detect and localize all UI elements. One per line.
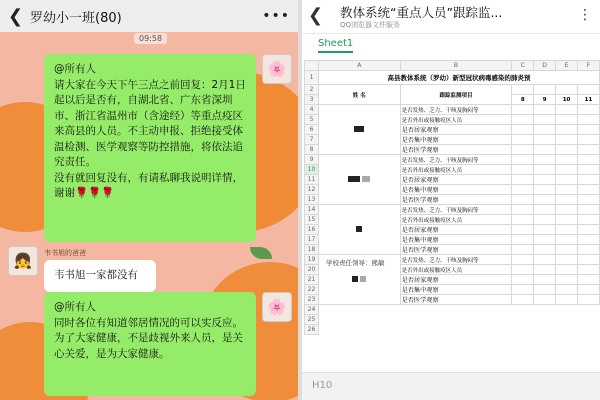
chat-header xyxy=(0,0,298,32)
avatar-icon: 👧 xyxy=(13,252,33,270)
avatar[interactable] xyxy=(8,246,38,276)
row-number[interactable]: 2 xyxy=(305,85,319,95)
row-number[interactable]: 12 xyxy=(305,185,319,195)
document-panel xyxy=(302,0,600,400)
redacted-name xyxy=(356,226,362,232)
redacted-name-cell[interactable] xyxy=(318,205,400,255)
data-cell[interactable] xyxy=(556,285,578,295)
data-cell[interactable] xyxy=(556,325,578,335)
data-cell[interactable] xyxy=(556,195,578,205)
column-header[interactable]: C xyxy=(512,61,534,71)
tracking-item-cell[interactable]: 是否外出或接触疫区人员 xyxy=(400,265,512,275)
tracking-item-cell[interactable]: 是否集中观察 xyxy=(400,285,512,295)
data-cell[interactable] xyxy=(512,275,534,285)
data-cell[interactable] xyxy=(512,195,534,205)
data-cell[interactable] xyxy=(512,325,534,335)
tracking-item-cell[interactable]: 是否医学观察 xyxy=(400,295,512,305)
data-cell[interactable] xyxy=(512,295,534,305)
column-header[interactable]: E xyxy=(556,61,578,71)
row-number[interactable]: 6 xyxy=(305,125,319,135)
data-cell[interactable] xyxy=(578,195,600,205)
column-header[interactable]: F xyxy=(578,61,600,71)
redacted-name-cell[interactable] xyxy=(318,105,400,155)
data-cell[interactable] xyxy=(534,175,556,185)
data-cell[interactable] xyxy=(556,235,578,245)
data-cell[interactable] xyxy=(556,245,578,255)
row-number[interactable]: 26 xyxy=(305,325,319,335)
data-cell[interactable] xyxy=(534,265,556,275)
row-number[interactable]: 24 xyxy=(305,305,319,315)
row-number[interactable]: 5 xyxy=(305,115,319,125)
row-number[interactable]: 25 xyxy=(305,315,319,325)
data-cell[interactable] xyxy=(578,325,600,335)
message-bubble[interactable]: 韦书旭一家都没有 xyxy=(44,260,156,292)
back-icon[interactable]: ❮ xyxy=(308,5,324,26)
data-cell[interactable] xyxy=(556,185,578,195)
tracking-item-cell[interactable]: 是否集中观察 xyxy=(400,235,512,245)
chat-panel xyxy=(0,0,298,400)
spreadsheet-grid[interactable] xyxy=(304,60,600,372)
cell-reference: H10 xyxy=(312,380,333,391)
tracking-item-cell[interactable]: 是否居家观察 xyxy=(400,125,512,135)
tracking-item-cell[interactable]: 是否居家观察 xyxy=(400,225,512,235)
data-cell[interactable] xyxy=(556,315,578,325)
table-row xyxy=(305,71,600,85)
data-cell[interactable] xyxy=(512,165,534,175)
column-header[interactable]: B xyxy=(400,61,512,71)
data-cell[interactable] xyxy=(578,135,600,145)
data-cell[interactable] xyxy=(400,325,512,335)
data-cell[interactable] xyxy=(534,215,556,225)
table-row xyxy=(305,85,600,95)
row-number[interactable]: 19 xyxy=(305,255,319,265)
tracking-item-cell[interactable]: 是否医学观察 xyxy=(400,195,512,205)
responsible-leader: 学校责任领导：熊敏 xyxy=(326,259,385,267)
tracking-item-cell[interactable]: 是否外出或接触疫区人员 xyxy=(400,215,512,225)
data-cell[interactable] xyxy=(512,235,534,245)
data-cell[interactable] xyxy=(578,125,600,135)
data-cell[interactable] xyxy=(534,315,556,325)
document-title: 教体系统“重点人员”跟踪监... xyxy=(340,5,503,20)
table-row xyxy=(305,105,600,115)
redacted-name xyxy=(352,276,358,282)
tracking-item-cell[interactable]: 是否居家观察 xyxy=(400,175,512,185)
data-cell[interactable] xyxy=(400,315,512,325)
avatar[interactable] xyxy=(262,292,292,322)
redacted-name xyxy=(354,126,364,132)
data-cell[interactable] xyxy=(556,295,578,305)
data-cell[interactable] xyxy=(556,305,578,315)
data-cell[interactable] xyxy=(512,255,534,265)
data-cell[interactable] xyxy=(534,125,556,135)
data-cell[interactable] xyxy=(512,105,534,115)
data-cell[interactable] xyxy=(578,315,600,325)
data-cell[interactable] xyxy=(318,305,400,315)
data-cell[interactable] xyxy=(512,135,534,145)
row-number[interactable]: 1 xyxy=(305,71,319,85)
table-row xyxy=(305,325,600,335)
data-cell[interactable] xyxy=(512,215,534,225)
data-cell[interactable] xyxy=(512,115,534,125)
column-header[interactable]: A xyxy=(318,61,400,71)
day-header[interactable]: 8 xyxy=(512,95,534,105)
data-cell[interactable] xyxy=(512,285,534,295)
tracking-item-cell[interactable]: 是否发热、乏力、干咳及胸闷等 xyxy=(400,105,512,115)
data-cell[interactable] xyxy=(534,185,556,195)
data-cell[interactable] xyxy=(556,205,578,215)
tracking-item-cell[interactable]: 是否发热、乏力、干咳及胸闷等 xyxy=(400,255,512,265)
avatar[interactable] xyxy=(262,54,292,84)
data-cell[interactable] xyxy=(556,165,578,175)
message-timestamp: 09:58 xyxy=(134,33,167,44)
data-cell[interactable] xyxy=(556,125,578,135)
row-number[interactable]: 4 xyxy=(305,105,319,115)
row-number[interactable]: 10 xyxy=(305,165,319,175)
data-cell[interactable] xyxy=(534,325,556,335)
tracking-item-cell[interactable]: 是否医学观察 xyxy=(400,245,512,255)
data-cell[interactable] xyxy=(556,215,578,225)
row-number[interactable]: 16 xyxy=(305,225,319,235)
row-number[interactable]: 11 xyxy=(305,175,319,185)
data-cell[interactable] xyxy=(534,245,556,255)
data-cell[interactable] xyxy=(556,135,578,145)
document-source: QQ浏览器文件服务 xyxy=(340,21,401,29)
data-cell[interactable] xyxy=(534,225,556,235)
column-header-row xyxy=(305,61,600,71)
data-cell[interactable] xyxy=(512,265,534,275)
person-rows xyxy=(305,105,600,335)
table-row xyxy=(305,155,600,165)
header-items-cell[interactable]: 跟踪监测项目 xyxy=(400,85,512,105)
data-cell[interactable] xyxy=(578,215,600,225)
tracking-item-cell[interactable]: 是否居家观察 xyxy=(400,275,512,285)
data-cell[interactable] xyxy=(578,225,600,235)
row-number[interactable]: 23 xyxy=(305,295,319,305)
data-cell[interactable] xyxy=(556,145,578,155)
message-bubble[interactable]: @所有人 同时各位有知道邻居情况的可以实反应。为了大家健康，不是歧视外来人员，是关心关爱，是为大家健康。 xyxy=(44,292,256,396)
data-cell[interactable] xyxy=(578,275,600,285)
data-cell[interactable] xyxy=(578,155,600,165)
data-cell[interactable] xyxy=(578,265,600,275)
redacted-name xyxy=(348,176,360,182)
day-header[interactable]: 9 xyxy=(534,95,556,105)
row-number[interactable]: 3 xyxy=(305,95,319,105)
data-cell[interactable] xyxy=(512,205,534,215)
cell-reference-bar[interactable] xyxy=(302,372,600,400)
row-number[interactable]: 22 xyxy=(305,285,319,295)
data-cell[interactable] xyxy=(556,225,578,235)
tracking-item-cell[interactable]: 是否发热、乏力、干咳及胸闷等 xyxy=(400,155,512,165)
row-number[interactable]: 13 xyxy=(305,195,319,205)
data-cell[interactable] xyxy=(512,145,534,155)
data-cell[interactable] xyxy=(534,275,556,285)
tracking-item-cell[interactable]: 是否外出或接触疫区人员 xyxy=(400,165,512,175)
redacted-name xyxy=(360,276,366,282)
data-cell[interactable] xyxy=(534,285,556,295)
data-cell[interactable] xyxy=(556,175,578,185)
data-cell[interactable] xyxy=(534,145,556,155)
row-number[interactable]: 18 xyxy=(305,245,319,255)
data-cell[interactable] xyxy=(578,245,600,255)
sheet-title[interactable]: 高县教体系统（罗幼）新型冠状病毒感染的肺炎预 xyxy=(318,71,599,85)
row-number[interactable]: 9 xyxy=(305,155,319,165)
day-header[interactable]: 10 xyxy=(556,95,578,105)
data-cell[interactable] xyxy=(400,305,512,315)
data-cell[interactable] xyxy=(578,165,600,175)
data-cell[interactable] xyxy=(556,265,578,275)
table-row xyxy=(305,205,600,215)
data-cell[interactable] xyxy=(318,325,400,335)
data-cell[interactable] xyxy=(578,235,600,245)
row-number[interactable]: 17 xyxy=(305,235,319,245)
data-cell[interactable] xyxy=(512,225,534,235)
redacted-name xyxy=(362,176,370,182)
data-cell[interactable] xyxy=(578,175,600,185)
column-header[interactable]: D xyxy=(534,61,556,71)
redacted-name-cell[interactable] xyxy=(318,155,400,205)
chat-title: 罗幼小一班(80) xyxy=(30,10,122,26)
table-row xyxy=(305,305,600,315)
row-number[interactable]: 21 xyxy=(305,275,319,285)
data-cell[interactable] xyxy=(512,315,534,325)
data-cell[interactable] xyxy=(578,145,600,155)
data-cell[interactable] xyxy=(578,255,600,265)
data-cell[interactable] xyxy=(534,255,556,265)
data-cell[interactable] xyxy=(578,305,600,315)
day-header[interactable]: 11 xyxy=(578,95,600,105)
data-cell[interactable] xyxy=(534,305,556,315)
row-number[interactable]: 8 xyxy=(305,145,319,155)
data-cell[interactable] xyxy=(318,315,400,325)
data-cell[interactable] xyxy=(534,105,556,115)
data-cell[interactable] xyxy=(534,235,556,245)
tracking-item-cell[interactable]: 是否医学观察 xyxy=(400,145,512,155)
sheet-table xyxy=(304,60,600,335)
data-cell[interactable] xyxy=(556,105,578,115)
tracking-item-cell[interactable]: 是否发热、乏力、干咳及胸闷等 xyxy=(400,205,512,215)
tracking-item-cell[interactable]: 是否集中观察 xyxy=(400,185,512,195)
message-bubble[interactable]: @所有人 请大家在今天下午三点之前回复：2月1日起以后是否有，自湖北省、广东省深圳市、浙江省温州市（含途经）等重点疫区来高县的人员。不主动申报、拒绝接受体温检测、医学观察等防控措施，将依法追究责任。 没有就回复没有，有请私聊我说明详情，谢谢🌹🌹🌹 xyxy=(44,54,256,242)
data-cell[interactable] xyxy=(556,155,578,165)
data-cell[interactable] xyxy=(556,255,578,265)
row-number[interactable]: 7 xyxy=(305,135,319,145)
data-cell[interactable] xyxy=(512,155,534,165)
data-cell[interactable] xyxy=(512,125,534,135)
data-cell[interactable] xyxy=(534,295,556,305)
data-cell[interactable] xyxy=(512,175,534,185)
avatar-icon: 🌸 xyxy=(267,60,287,78)
data-cell[interactable] xyxy=(512,305,534,315)
more-options-icon[interactable]: ⋮ xyxy=(578,7,592,23)
data-cell[interactable] xyxy=(556,115,578,125)
data-cell[interactable] xyxy=(512,245,534,255)
row-number[interactable]: 20 xyxy=(305,265,319,275)
document-header xyxy=(302,0,600,34)
data-cell[interactable] xyxy=(534,135,556,145)
row-number[interactable]: 14 xyxy=(305,205,319,215)
data-cell[interactable] xyxy=(578,185,600,195)
data-cell[interactable] xyxy=(578,205,600,215)
data-cell[interactable] xyxy=(578,115,600,125)
data-cell[interactable] xyxy=(512,185,534,195)
data-cell[interactable] xyxy=(534,155,556,165)
row-number[interactable]: 15 xyxy=(305,215,319,225)
tab-sheet1[interactable]: Sheet1 xyxy=(318,38,353,53)
data-cell[interactable] xyxy=(534,205,556,215)
avatar-icon: 🌸 xyxy=(267,298,287,316)
header-name-cell[interactable]: 姓 名 xyxy=(318,85,400,105)
tracking-item-cell[interactable]: 是否外出或接触疫区人员 xyxy=(400,115,512,125)
data-cell[interactable] xyxy=(534,195,556,205)
sender-name: 韦书旭的爸爸 xyxy=(44,249,86,257)
data-cell[interactable] xyxy=(534,165,556,175)
more-options-icon[interactable]: ••• xyxy=(262,8,290,24)
data-cell[interactable] xyxy=(578,285,600,295)
data-cell[interactable] xyxy=(578,105,600,115)
data-cell[interactable] xyxy=(578,295,600,305)
table-row xyxy=(305,315,600,325)
back-icon[interactable]: ❮ xyxy=(8,5,24,27)
data-cell[interactable] xyxy=(556,275,578,285)
tracking-item-cell[interactable]: 是否集中观察 xyxy=(400,135,512,145)
data-cell[interactable] xyxy=(534,115,556,125)
